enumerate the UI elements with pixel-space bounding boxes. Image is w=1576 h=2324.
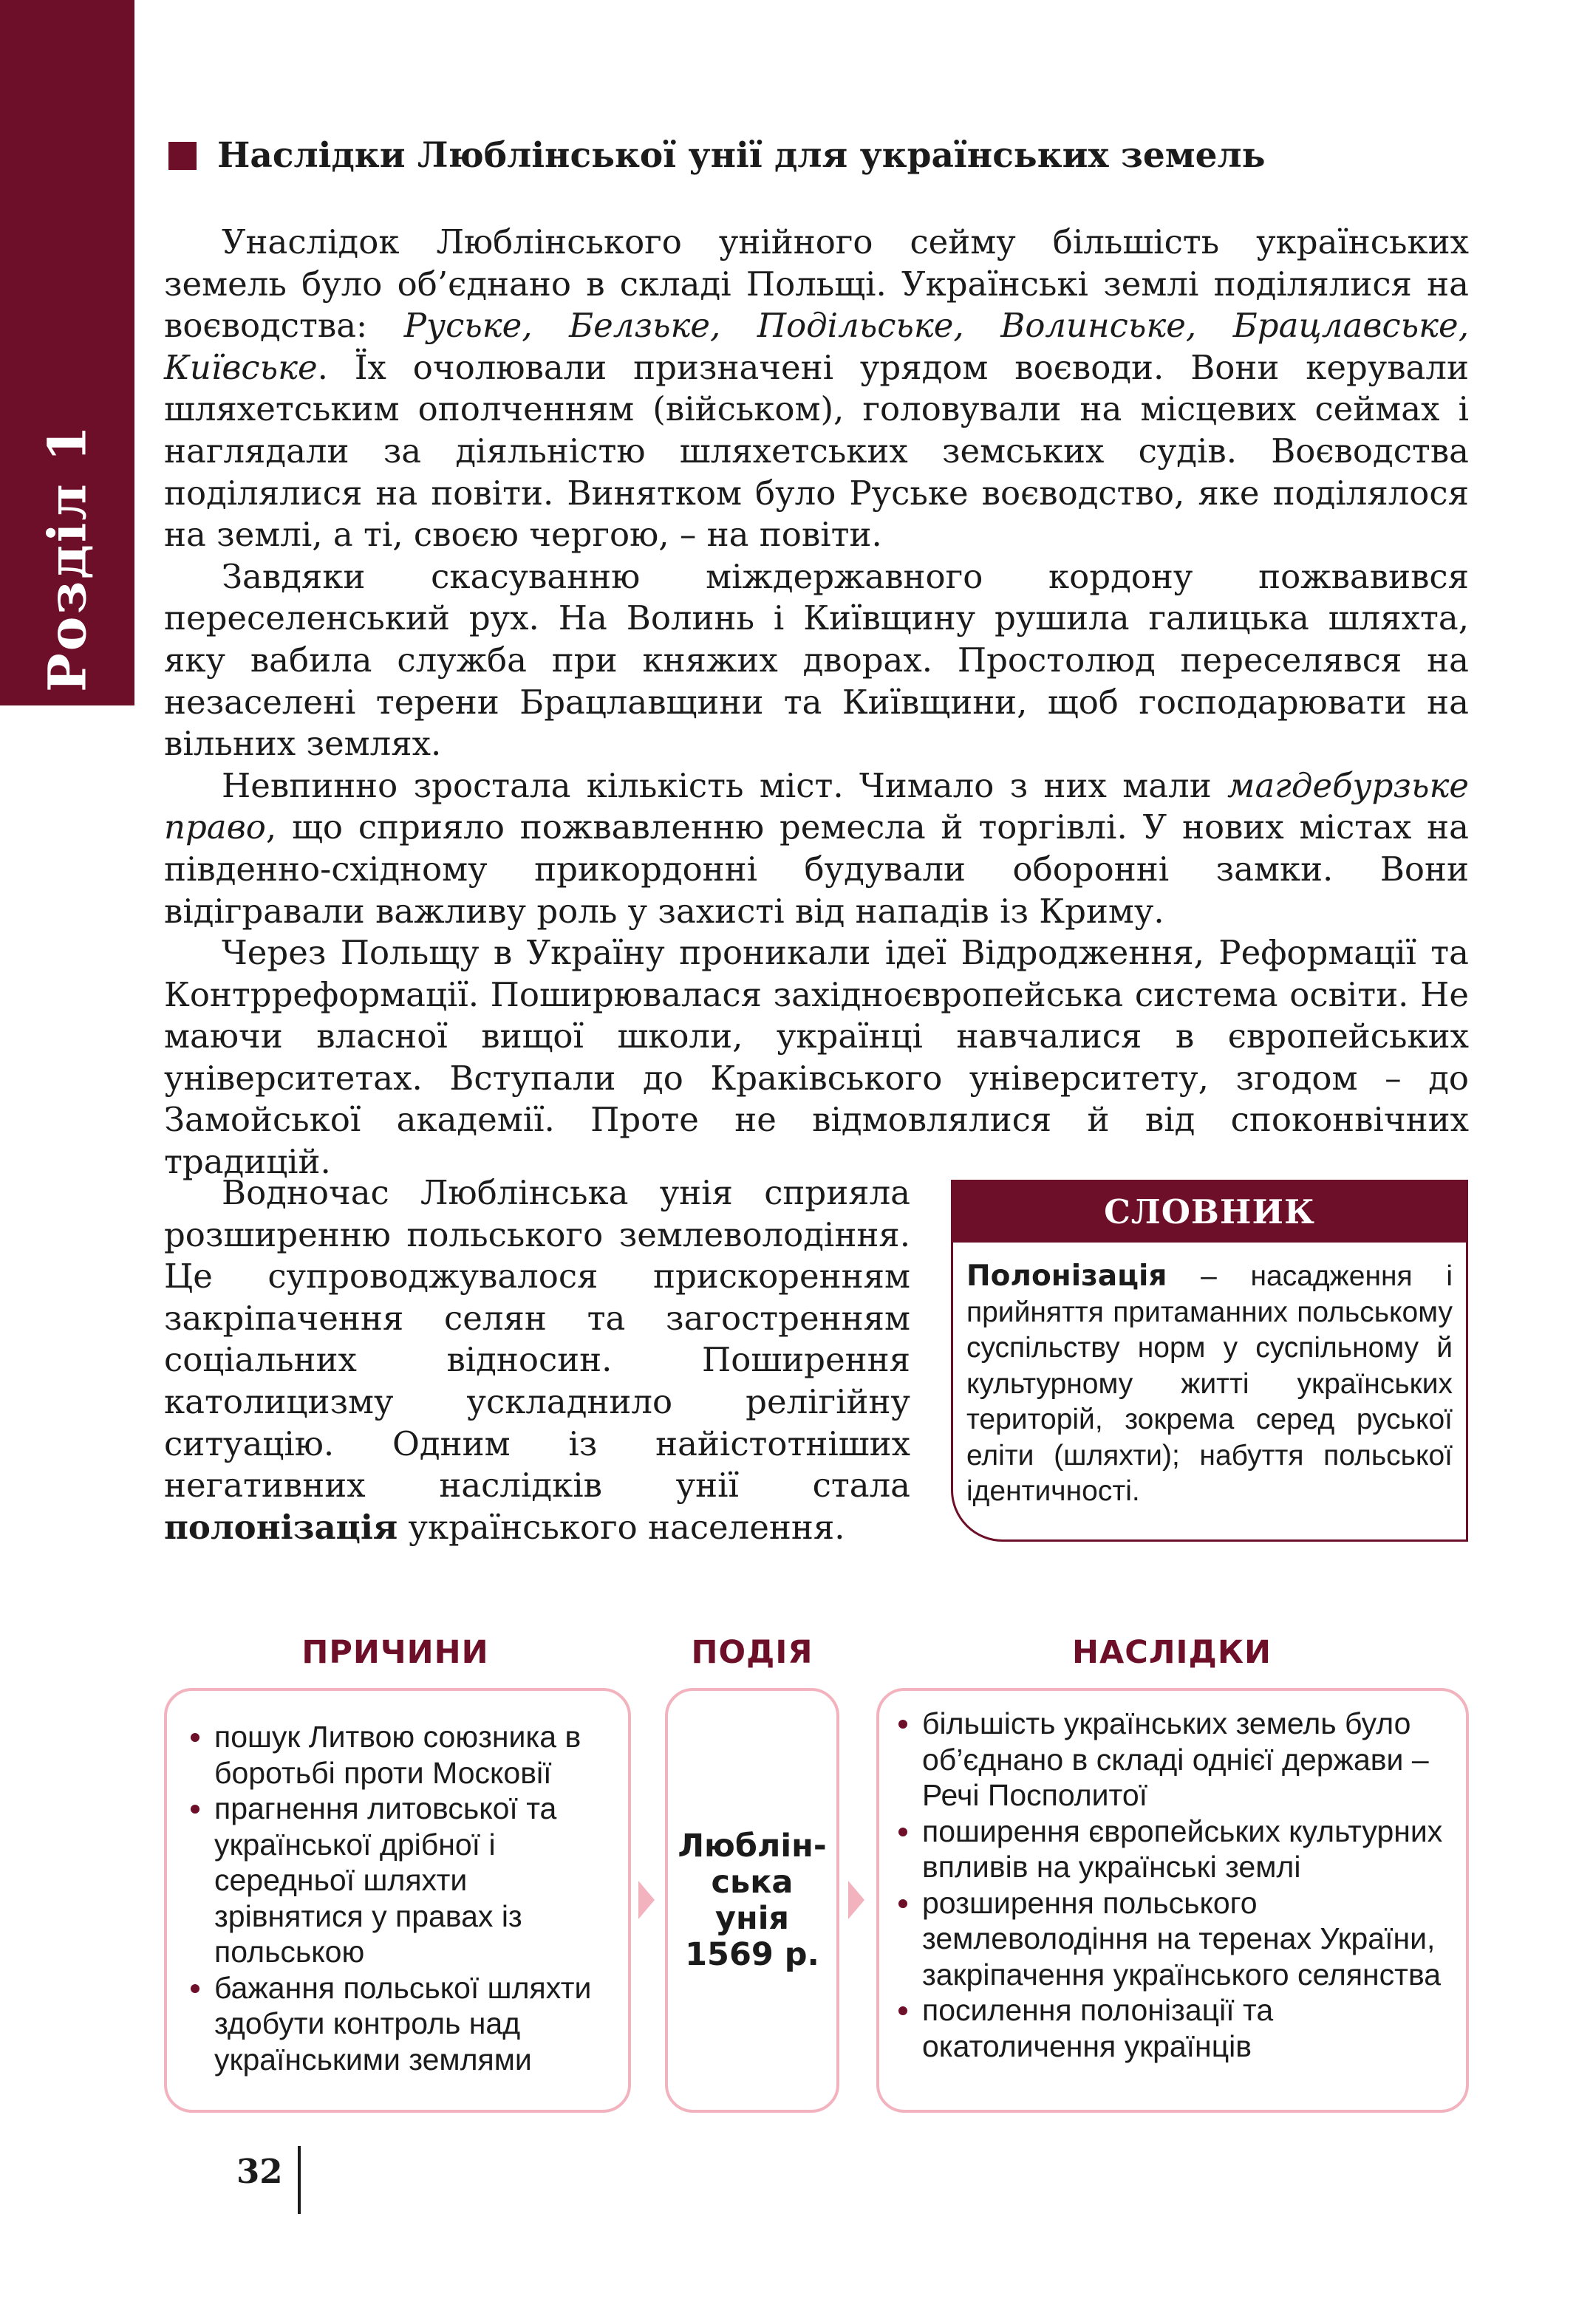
page-number: 32	[236, 2152, 283, 2191]
paragraph-1-text-a: Унаслідок Люблінського унійного сейму більшість українських земель було об’єднано в складі Польщі. Українські землі поділялися на воєводства:	[164, 222, 1469, 346]
paragraph-5-text-b: українського населення.	[398, 1507, 845, 1547]
arrow-right-icon	[638, 1881, 655, 1919]
event-line: Люблін-	[678, 1827, 827, 1865]
cause-item: бажання польської шляхти здобути контроль над українськими землями	[186, 1970, 606, 2078]
consequences-list	[894, 1706, 1447, 2064]
consequences-title: НАСЛІДКИ	[1072, 1634, 1272, 1671]
glossary-definition: – насадження і прийняття притаманних польському суспільству норм у суспільному й культурному житті українських територій, зокрема серед руської еліти (шляхти); набуття польської ідентичності.	[966, 1260, 1453, 1507]
section-tab	[0, 0, 134, 705]
paragraph-2: Завдяки скасуванню міждержавного кордону пожвавився переселенський рух. На Волинь і Київщину рушила галицька шляхта, яку вабила служба при княжих дворах. Простолюд переселявся на незаселені терени Брацлавщини та Київщини, щоб господарювати на вільних землях.	[164, 556, 1469, 764]
consequence-item: поширення європейських культурних впливів на українські землі	[894, 1814, 1447, 1885]
main-text	[164, 222, 1469, 1183]
paragraph-4: Через Польщу в Україну проникали ідеї Відродження, Реформації та Контрреформації. Поширювалася західноєвропейська система освіти. Не маючи власної вищої школи, українці навчалися в європейських університетах. Вступали до Краківського університету, згодом – до Замойської академії. Проте не відмовлялися й від споконвічних традицій.	[164, 933, 1469, 1182]
paragraph-5-text-a: Водночас Люблінська унія сприяла розширенню польського землеволодіння. Це супроводжувалося прискоренням закріпачення селян та загостренням соціальних відносин. Поширення католицизму ускладнило релігійну ситуацію. Одним із найістотніших негативних наслідків унії стала	[164, 1173, 910, 1506]
causes-title: ПРИЧИНИ	[301, 1634, 489, 1671]
paragraph-5	[164, 1172, 910, 1548]
consequence-item: посилення полонізації та окатоличення українців	[894, 1992, 1447, 2064]
paragraph-1	[164, 222, 1469, 556]
causes-box	[164, 1688, 631, 2113]
event-label	[678, 1828, 826, 1973]
paragraph-3-text-a: Невпинно зростала кількість міст. Чимало з них мали	[222, 765, 1228, 805]
event-line: унія	[714, 1899, 790, 1937]
glossary-entry	[953, 1243, 1466, 1510]
heading-text: Наслідки Люблінської унії для українських земель	[217, 135, 1266, 176]
heading-square-icon	[168, 142, 197, 170]
consequence-item: більшість українських земель було об’єднано в складі однієї держави – Речі Посполитої	[894, 1706, 1447, 1814]
paragraph-1-text-b: . Їх очолювали призначені урядом воєводи. Вони керували шляхетським ополченням (військом), головували на місцевих сеймах і наглядали за діяльністю шляхетських земських судів. Воєводства поділялися на повіти. Винятком було Руське воєводство, яке поділялося на землі, а ті, своєю чергою, – на повіти.	[164, 347, 1469, 555]
paragraph-1-italic: Руське, Белзьке, Подільське, Волинське, Брацлавське, Київське	[164, 306, 1469, 387]
glossary-title: СЛОВНИК	[953, 1182, 1466, 1243]
paragraph-5-bold: полонізація	[164, 1507, 398, 1547]
paragraph-3-text-b: , що сприяло пожвавленню ремесла й торгівлі. У нових містах на південно-східному прикордонні будували оборонні замки. Вони відігравали важливу роль у захисті від нападів із Криму.	[164, 807, 1469, 931]
consequence-item: розширення польського землеволодіння на теренах України, закріпачення українського селянства	[894, 1885, 1447, 1993]
cause-item: пошук Литвою союзника в боротьбі проти Московії	[186, 1719, 606, 1791]
glossary-term: Полонізація	[966, 1260, 1167, 1293]
event-line: ська	[711, 1863, 794, 1901]
glossary-box	[951, 1180, 1468, 1542]
consequences-box	[876, 1688, 1469, 2113]
cause-item: прагнення литовської та української дрібної і середньої шляхти зрівнятися у правах із польською	[186, 1791, 606, 1970]
event-line: 1569 р.	[685, 1935, 819, 1973]
event-box	[665, 1688, 839, 2113]
lower-text	[164, 1172, 910, 1548]
event-title: ПОДІЯ	[691, 1634, 813, 1671]
paragraph-3-italic: магдебурзьке право	[164, 765, 1469, 847]
section-label: Розділ 1	[36, 423, 98, 692]
causes-list	[186, 1719, 606, 2077]
section-heading	[168, 135, 1266, 176]
page-number-divider	[298, 2146, 301, 2214]
paragraph-3	[164, 765, 1469, 932]
arrow-right-icon	[848, 1881, 864, 1919]
